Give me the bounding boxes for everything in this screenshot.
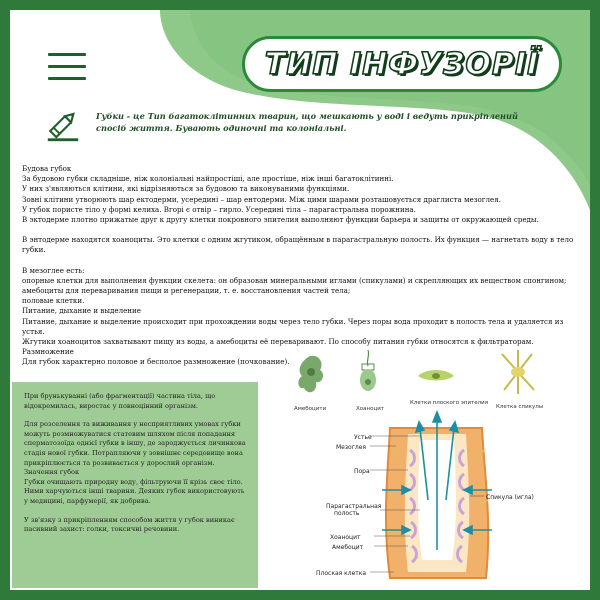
epithelial-cell-illustration [418, 370, 454, 381]
box-paragraph: Губки очищають природну воду, фільтруючи її крізь своє тіло. Ними харчуються інші тварини. Деяких губок використовують у медицині, парфумерії, як добрива. [24, 477, 245, 505]
text-line: В мезоглее есть: [22, 265, 85, 275]
text-line: опорные клетки для выполнения функции скелета: он образован минеральными иглами (спикулами) и скрепляющих их веществом спонгином; [22, 275, 567, 285]
label-pora: Пора [354, 468, 370, 475]
text-line: Для губок характерно половое и бесполое размножение (почкование). [22, 357, 290, 367]
text-line: В энтодерме находятся хоаноциты. Это клетки с одним жгутиком, обращённым в парагастральную полость. Их функция — нагнетать воду в тело губки. [22, 235, 574, 255]
main-text [22, 164, 582, 368]
sponge-diagram [270, 350, 580, 590]
cell-label-epithelium: Клетки плоского эпителия [410, 400, 489, 406]
text-line: амебоциты для переваривания пищи и регенерации, т. е. восстановления частей тела; [22, 286, 351, 296]
spicule-cell-illustration [502, 350, 534, 394]
text-line: половые клетки. [22, 296, 85, 306]
box-heading: Значення губок [24, 468, 80, 477]
label-khoanotsit: Хоаноцит [330, 534, 361, 541]
box-paragraph: У зв'язку з прикріпленням способом життя у губок виникає пасивний захист: голки, токсичні речовини. [24, 515, 235, 534]
cell-label-choanocyte: Хоаноцит [356, 406, 384, 412]
text-line: Питание, дыхание и выделение [22, 306, 141, 316]
box-paragraph: Для розселення та виживання у несприятливих умовах губки можуть розмножуватися статевим шляхом після попадання сперматозоїда однієї губки в іншу, де зароджується личинкова стадія нової губки. Потрапляючи у зовнішнє середовище вона прикріплюється та розвивається у дорослий організм. [24, 420, 246, 467]
text-line: Будова губок [22, 164, 72, 173]
label-ustye: Устье [354, 434, 372, 441]
label-spikula: Спикула (игла) [486, 494, 534, 501]
menu-icon[interactable] [48, 47, 86, 85]
text-line: Зовні клітини утворюють шар ектодерми, усередині – шар ентодерми. Між цими шарами розташовується драглиста мезоглея. [22, 194, 501, 204]
label-amebotsit: Амебоцит [332, 544, 364, 551]
amoebocyte-illustration [298, 356, 323, 393]
label-mezogleya: Мезоглея [336, 444, 367, 451]
text-line: У губок пористе тіло у формі келиха. Вгорі є отвір – гирло. Усередині тіла – парагастральна порожнина. [22, 204, 416, 214]
label-ploskaya: Плоская клетка [316, 570, 367, 577]
intro-text: Губки - це Тип багатоклітинних тварин, що мешкають у воді і ведуть прикріплений спосіб життя. Бувають одиночні та колоніальні. [96, 111, 518, 133]
text-line: За будовою губки складніше, ніж колоніальні найпростіші, але простіше, ніж інші багатоклітинні. [22, 174, 394, 184]
page-frame [10, 10, 590, 590]
cell-label-amoebocytes: Амебоцити [294, 406, 327, 412]
box-paragraph: При брунькуванні (або фрагментації) частина тіла, що відокремилась, виростає у повноцінний організм. [24, 392, 216, 410]
page-title: ТИП ІНФУЗОРІЇ [264, 46, 540, 82]
info-box [12, 382, 258, 588]
pencil-icon [44, 106, 82, 144]
choanocyte-illustration [360, 350, 376, 391]
text-line: Питание, дыхание и выделение происходит при прохождении воды через тело губки. Через поры вода проходит в полость тела и удаляется из устья. [22, 316, 564, 336]
text-line: В эктодерме плотно прижатые друг к другу клетки покровного эпителия выполняют функции барьера и защиты от окружающей среды. [22, 215, 539, 225]
text-line: Размножение [22, 347, 74, 357]
label-paragastral: Парагастральная полость [326, 503, 382, 517]
text-line: Жгутики хоаноцитов захватывают пищу из воды, а амебоциты её переваривают. По способу питания губки относятся к фильтраторам. [22, 337, 534, 347]
title-banner [242, 36, 562, 92]
text-line: У них з'являються клітини, які відрізняються за будовою та виконуваними функціями. [22, 184, 350, 194]
cell-label-spicule: Клетка спикулы [496, 404, 544, 410]
